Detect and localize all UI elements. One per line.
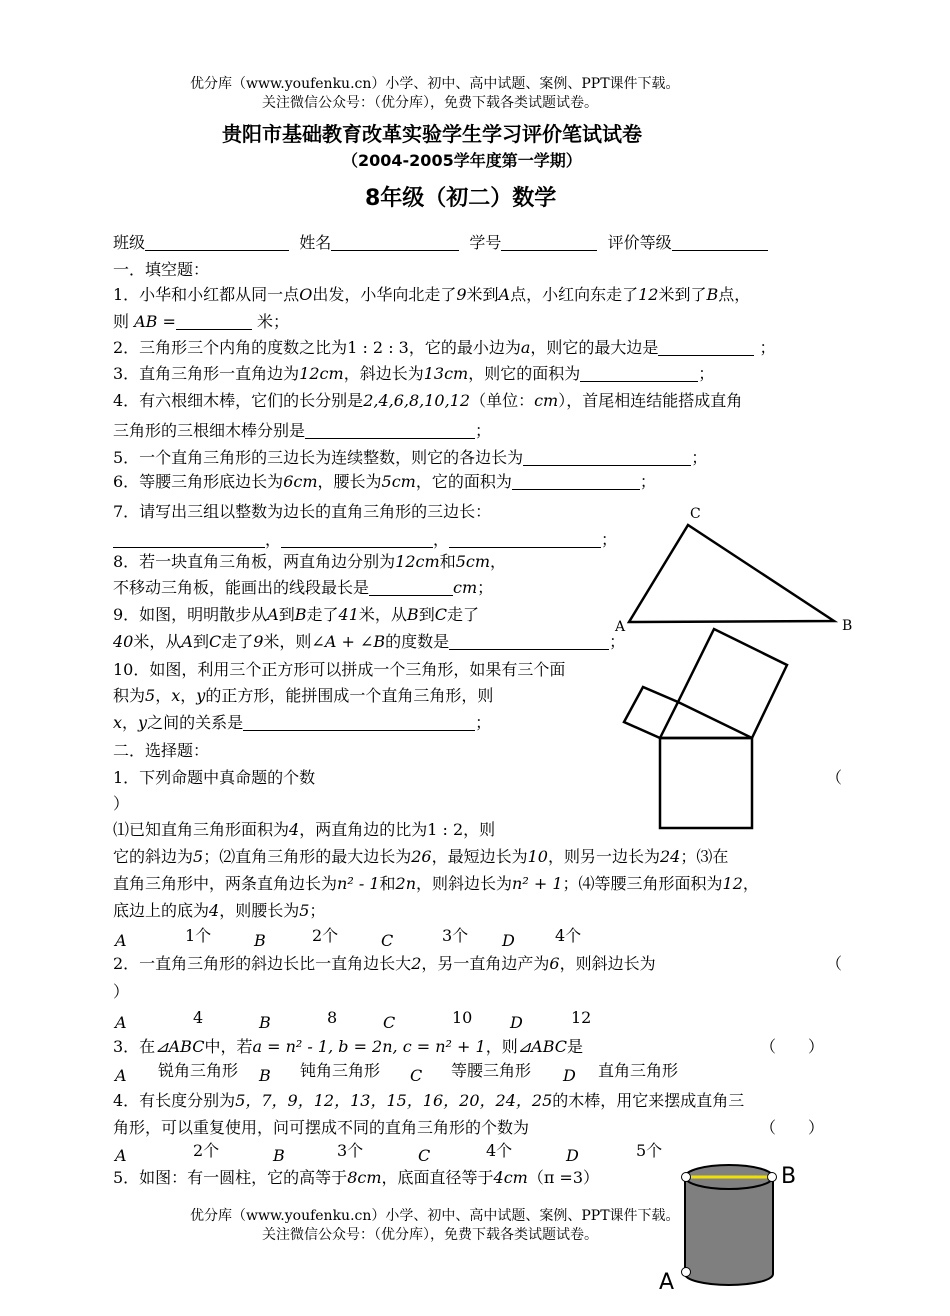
choice-q1-line1: ⑴已知直角三角形面积为4，两直角边的比为1 : 2，则 xyxy=(113,820,496,839)
c3-option-a-letter[interactable]: A xyxy=(115,1066,127,1085)
fill-q1-line1: 1．小华和小红都从同一点O出发，小华向北走了9米到A点，小红向东走了12米到了B点， xyxy=(113,285,751,304)
c3-option-c-letter[interactable]: C xyxy=(410,1066,423,1085)
choice-q4-line1: 4．有长度分别为5，7，9，12，13，15，16，20，24，25的木棒，用它来摆成直角三 xyxy=(113,1091,745,1110)
exam-title: 贵阳市基础教育改革实验学生学习评价笔试试卷 xyxy=(222,122,642,146)
square-large xyxy=(678,629,787,738)
triangle-label-c: C xyxy=(690,506,701,522)
c3-option-b-letter[interactable]: B xyxy=(259,1066,271,1085)
info-row xyxy=(113,233,768,253)
q9-answer-blank[interactable] xyxy=(449,633,609,650)
c2-option-c[interactable]: 10 xyxy=(452,1008,473,1027)
choice-q3-answer[interactable]: （ ） xyxy=(760,1037,825,1056)
choice-q5-stem: 5．如图：有一圆柱，它的高等于8cm，底面直径等于4cm（π =3） xyxy=(113,1168,600,1187)
header-line-1: 优分库（www.youfenku.cn）小学、初中、高中试题、案例、PPT课件下载。 xyxy=(190,76,680,92)
class-input[interactable] xyxy=(145,234,289,251)
triangle-label-a: A xyxy=(615,619,626,635)
choice-q4-answer[interactable]: （ ） xyxy=(760,1118,825,1137)
c4-option-c[interactable]: 4个 xyxy=(486,1141,513,1160)
fill-q5: 5．一个直角三角形的三边长为连续整数，则它的各边长为 ； xyxy=(113,448,708,467)
id-label: 学号 xyxy=(469,233,502,252)
c2-option-d-letter[interactable]: D xyxy=(510,1013,523,1032)
name-label: 姓名 xyxy=(299,233,332,252)
q6-answer-blank[interactable] xyxy=(512,473,640,490)
choice-q2-paren-open[interactable]: （ xyxy=(826,954,843,973)
point-a xyxy=(682,1268,691,1277)
fill-q7-line1: 7．请写出三组以整数为边长的直角三角形的三边长： xyxy=(113,502,492,521)
section-choice-heading: 二．选择题： xyxy=(113,741,210,760)
q5-answer-blank[interactable] xyxy=(523,449,691,466)
c2-option-c-letter[interactable]: C xyxy=(383,1013,396,1032)
square-small xyxy=(624,687,678,738)
footer-line-2: 关注微信公众号：（优分库），免费下载各类试题试卷。 xyxy=(262,1227,598,1243)
choice-q1-line2: 它的斜边为5；⑵直角三角形的最大边长为26，最短边长为10，则另一边长为24；⑶在 xyxy=(113,847,729,866)
grade-label: 评价等级 xyxy=(607,233,672,252)
fill-q1-line2: 则 AB = 米； xyxy=(113,312,290,331)
c1-option-b[interactable]: 2个 xyxy=(312,926,339,945)
choice-q1-paren-close[interactable]: ） xyxy=(113,794,130,813)
choice-q3-stem: 3．在⊿ABC中，若a = n² - 1, b = 2n, c = n² + 1，则⊿ABC是 xyxy=(113,1037,584,1056)
c4-option-d-letter[interactable]: D xyxy=(566,1146,579,1165)
c1-option-a-letter[interactable]: A xyxy=(115,931,127,950)
choice-q4-line2: 角形，可以重复使用，问可摆成不同的直角三角形的个数为 xyxy=(113,1118,530,1137)
c4-option-b-letter[interactable]: B xyxy=(273,1146,285,1165)
c2-option-b[interactable]: 8 xyxy=(327,1008,338,1027)
q8-answer-blank[interactable] xyxy=(369,579,453,596)
choice-q2-stem: 2．一直角三角形的斜边长比一直角边长大2，另一直角边产为6，则斜边长为 xyxy=(113,954,656,973)
choice-q2-paren-close[interactable]: ） xyxy=(113,982,130,1001)
fill-q4-line2: 三角形的三根细木棒分别是 ； xyxy=(113,421,492,440)
walk-triangle xyxy=(629,525,834,622)
fill-q2: 2．三角形三个内角的度数之比为1 : 2 : 3，它的最小边为a，则它的最大边是 ； xyxy=(113,338,776,357)
fill-q6: 6．等腰三角形底边长为6cm，腰长为5cm，它的面积为 ； xyxy=(113,472,656,491)
choice-q1-line4: 底边上的底为4，则腰长为5； xyxy=(113,901,326,920)
c3-option-a[interactable]: 锐角三角形 xyxy=(158,1061,239,1080)
fill-q9-line2: 40米，从A到C走了9米，则∠A + ∠B的度数是 ； xyxy=(113,632,626,651)
id-input[interactable] xyxy=(501,234,597,251)
fill-q10-line3: x，y之间的关系是 ； xyxy=(113,713,492,732)
choice-q1-stem: 1．下列命题中真命题的个数 xyxy=(113,768,316,787)
c4-option-c-letter[interactable]: C xyxy=(418,1146,431,1165)
class-label: 班级 xyxy=(113,233,146,252)
cylinder-body xyxy=(685,1177,773,1285)
q2-answer-blank[interactable] xyxy=(658,339,754,356)
q1-answer-blank[interactable] xyxy=(176,313,252,330)
fill-q3: 3．直角三角形一直角边为12cm，斜边长为13cm，则它的面积为 ； xyxy=(113,364,715,383)
c3-option-b[interactable]: 钝角三角形 xyxy=(300,1061,381,1080)
c2-option-a-letter[interactable]: A xyxy=(115,1013,127,1032)
point-top-left xyxy=(682,1173,691,1182)
c1-option-c-letter[interactable]: C xyxy=(381,931,394,950)
fill-q8-line2: 不移动三角板，能画出的线段最长是 cm； xyxy=(113,578,494,597)
c4-option-d[interactable]: 5个 xyxy=(636,1141,663,1160)
fill-q7-line2: ， ， ； xyxy=(113,530,617,550)
q7-blank-1[interactable] xyxy=(113,531,265,548)
q7-blank-2[interactable] xyxy=(281,531,433,548)
choice-q1-paren-open[interactable]: （ xyxy=(826,768,843,787)
cylinder-label-b: B xyxy=(781,1164,797,1189)
header-line-2: 关注微信公众号：（优分库），免费下载各类试题试卷。 xyxy=(262,95,598,111)
q10-answer-blank[interactable] xyxy=(243,714,475,731)
c4-option-b[interactable]: 3个 xyxy=(337,1141,364,1160)
grade-title: 8年级（初二）数学 xyxy=(365,186,557,211)
c3-option-c[interactable]: 等腰三角形 xyxy=(451,1061,532,1080)
c4-option-a[interactable]: 2个 xyxy=(193,1141,220,1160)
square-bottom xyxy=(660,738,752,828)
q7-blank-3[interactable] xyxy=(449,531,601,548)
triangle-label-b: B xyxy=(842,618,853,634)
fill-q10-line1: 10．如图，利用三个正方形可以拼成一个三角形，如果有三个面 xyxy=(113,660,566,679)
name-input[interactable] xyxy=(331,234,459,251)
c3-option-d[interactable]: 直角三角形 xyxy=(598,1061,679,1080)
q3-answer-blank[interactable] xyxy=(580,365,698,382)
q4-answer-blank[interactable] xyxy=(305,422,475,439)
footer-line-1: 优分库（www.youfenku.cn）小学、初中、高中试题、案例、PPT课件下载。 xyxy=(190,1208,680,1224)
fill-q10-line2: 积为5，x，y的正方形，能拼围成一个直角三角形，则 xyxy=(113,686,494,705)
c1-option-a[interactable]: 1个 xyxy=(185,926,212,945)
cylinder-top xyxy=(685,1165,773,1189)
c1-option-b-letter[interactable]: B xyxy=(254,931,266,950)
c2-option-d[interactable]: 12 xyxy=(571,1008,592,1027)
c4-option-a-letter[interactable]: A xyxy=(115,1146,127,1165)
triangle-figure xyxy=(629,525,834,622)
cylinder-label-a: A xyxy=(659,1270,675,1295)
c1-option-d[interactable]: 4个 xyxy=(555,926,582,945)
point-b xyxy=(768,1173,777,1182)
section-fill-heading: 一．填空题： xyxy=(113,260,210,279)
exam-subtitle: （2004-2005学年度第一学期） xyxy=(342,151,582,170)
c3-option-d-letter[interactable]: D xyxy=(563,1066,576,1085)
grade-input[interactable] xyxy=(672,234,768,251)
cylinder-figure xyxy=(682,1165,777,1285)
c1-option-c[interactable]: 3个 xyxy=(442,926,469,945)
c2-option-a[interactable]: 4 xyxy=(193,1008,204,1027)
squares-figure xyxy=(624,629,787,828)
c2-option-b-letter[interactable]: B xyxy=(259,1013,271,1032)
c1-option-d-letter[interactable]: D xyxy=(502,931,515,950)
fill-q9-line1: 9．如图，明明散步从A到B走了41米，从B到C走了 xyxy=(113,605,479,624)
choice-q1-line3: 直角三角形中，两条直角边长为n² - 1和2n，则斜边长为n² + 1；⑷等腰三角形面积为12， xyxy=(113,874,759,893)
fill-q8-line1: 8．若一块直角三角板，两直角边分别为12cm和5cm， xyxy=(113,552,507,571)
fill-q4-line1: 4．有六根细木棒，它们的长分别是2,4,6,8,10,12（单位：cm），首尾相连结能搭成直角 xyxy=(113,391,743,410)
